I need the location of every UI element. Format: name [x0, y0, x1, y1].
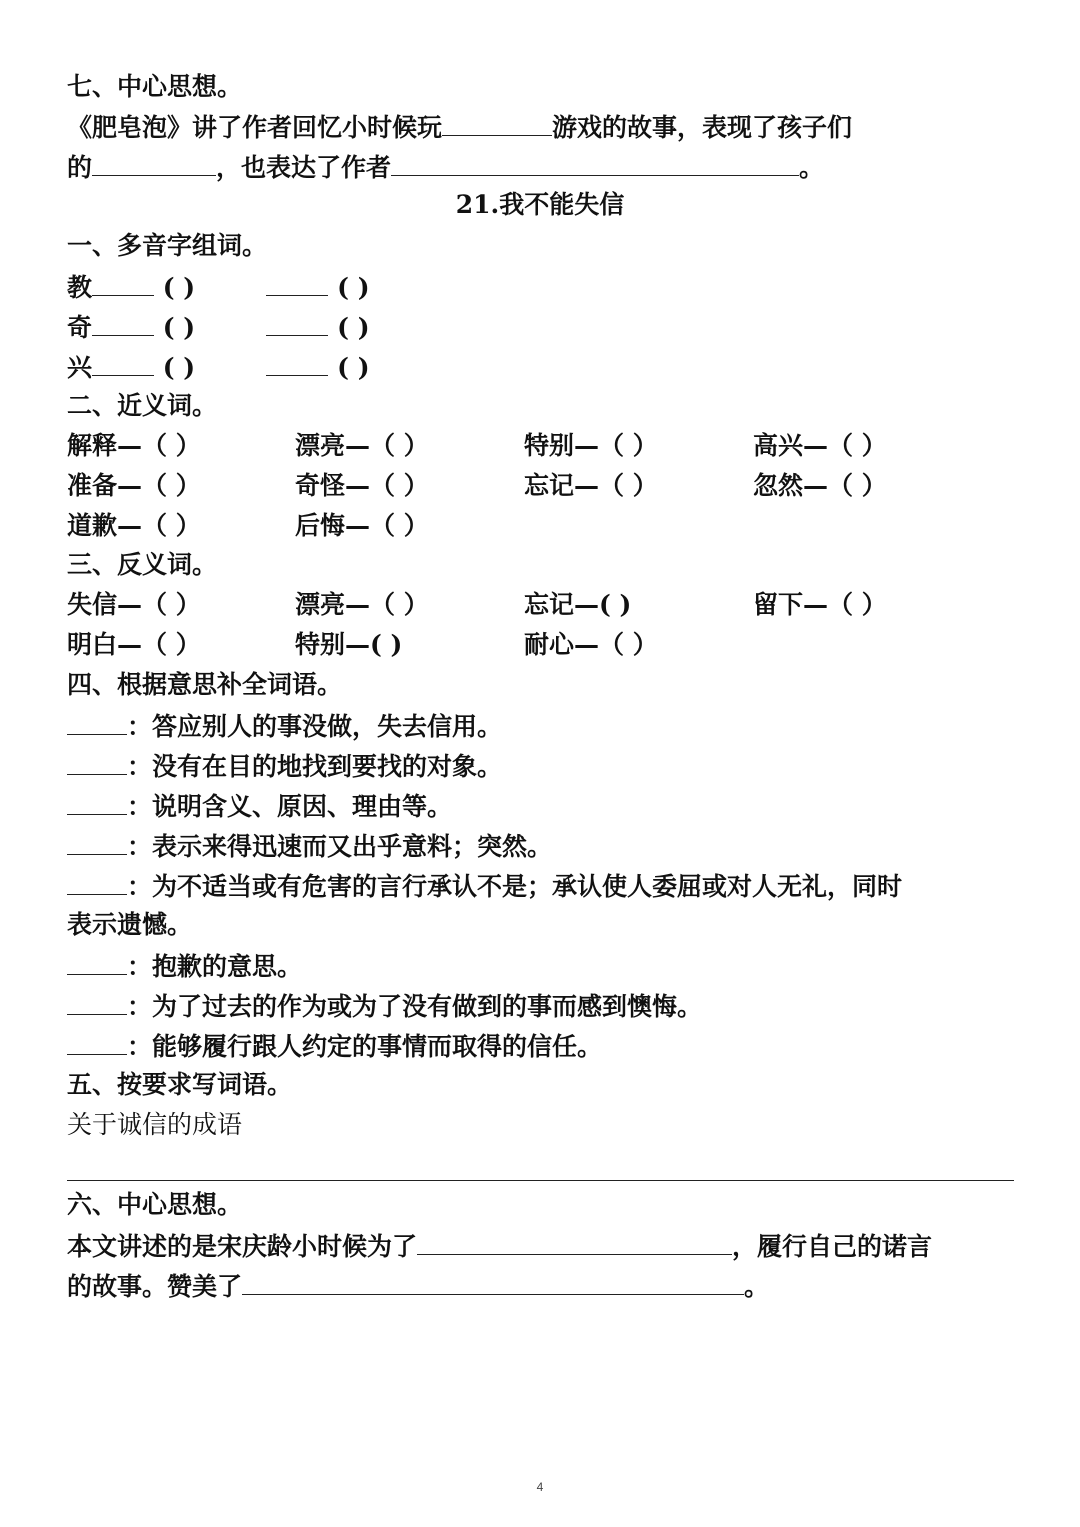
- fill-blank[interactable]: [266, 351, 328, 376]
- fill-blank[interactable]: [67, 870, 127, 895]
- synonym-item[interactable]: 忘记—（ ）: [524, 471, 658, 500]
- definition-item: [67, 830, 552, 862]
- fill-blank[interactable]: [266, 311, 328, 336]
- paren-blank[interactable]: ( ): [162, 273, 196, 302]
- s6-line-1-text-b: ，履行自己的诺言: [732, 1232, 933, 1261]
- definition-item: [67, 750, 502, 782]
- s6-line-1: [67, 1230, 932, 1262]
- antonym-item[interactable]: 特别—( ): [295, 630, 403, 659]
- definition-item: [67, 710, 502, 742]
- s6-line-2: [67, 1270, 769, 1302]
- fill-blank[interactable]: [92, 351, 154, 376]
- synonym-item[interactable]: 奇怪—（ ）: [295, 471, 429, 500]
- s1-heading: 一、多音字组词。: [67, 231, 268, 260]
- s3-heading: 三、反义词。: [67, 550, 218, 579]
- prev-heading: 七、中心思想。: [67, 72, 243, 101]
- definition-text: ：抱歉的意思。: [127, 952, 303, 981]
- synonym-item[interactable]: 道歉—（ ）: [67, 511, 201, 540]
- polyphone-char: 奇: [67, 313, 93, 342]
- paren-blank[interactable]: ( ): [162, 353, 196, 382]
- prev-line-2-text-c: 。: [799, 153, 825, 182]
- s6-line-2-text-a: 的故事。赞美了: [67, 1272, 243, 1301]
- answer-line[interactable]: [67, 1180, 1014, 1181]
- fill-blank[interactable]: [67, 990, 127, 1015]
- page-number: 4: [536, 1480, 544, 1494]
- antonym-item[interactable]: 忘记—( ): [524, 590, 632, 619]
- prev-line-2: [67, 151, 824, 183]
- definition-text: ：答应别人的事没做，失去信用。: [127, 712, 503, 741]
- fill-blank[interactable]: [67, 1030, 127, 1055]
- definition-item: [67, 870, 902, 902]
- paren-blank[interactable]: ( ): [337, 353, 370, 382]
- s6-line-2-text-b: 。: [744, 1272, 770, 1301]
- synonym-item[interactable]: 后悔—（ ）: [295, 511, 429, 540]
- synonym-item[interactable]: 解释—（ ）: [67, 431, 201, 460]
- prev-line-1: [67, 111, 852, 143]
- definition-text: ：为不适当或有危害的言行承认不是；承认使人委屈或对人无礼，同时: [127, 872, 903, 901]
- polyphone-row: [67, 311, 432, 343]
- s4-heading: 四、根据意思补全词语。: [67, 670, 343, 699]
- definition-item: [67, 990, 702, 1022]
- fill-blank[interactable]: [67, 790, 127, 815]
- antonym-item[interactable]: 漂亮—（ ）: [295, 590, 429, 619]
- prev-line-2-text-b: ，也表达了作者: [216, 153, 392, 182]
- antonym-item[interactable]: 明白—（ ）: [67, 630, 201, 659]
- definition-continuation: 表示遗憾。: [67, 910, 193, 939]
- s2-heading: 二、近义词。: [67, 391, 218, 420]
- definition-item: [67, 950, 302, 982]
- definition-text: ：说明含义、原因、理由等。: [127, 792, 453, 821]
- fill-blank[interactable]: [67, 950, 127, 975]
- synonym-item[interactable]: 忽然—（ ）: [753, 471, 887, 500]
- antonym-item[interactable]: 耐心—（ ）: [524, 630, 658, 659]
- fill-blank[interactable]: [92, 311, 154, 336]
- paren-blank[interactable]: ( ): [162, 313, 196, 342]
- fill-blank[interactable]: [242, 1270, 744, 1295]
- fill-blank[interactable]: [417, 1230, 732, 1255]
- polyphone-row: [67, 271, 432, 303]
- synonym-item[interactable]: 特别—（ ）: [524, 431, 658, 460]
- fill-blank[interactable]: [442, 111, 552, 136]
- paren-blank[interactable]: ( ): [337, 273, 370, 302]
- polyphone-char: 兴: [67, 353, 93, 382]
- lesson-title: 21.我不能失信: [455, 190, 625, 219]
- definition-item: [67, 1030, 602, 1062]
- fill-blank[interactable]: [391, 151, 799, 176]
- synonym-item[interactable]: 漂亮—（ ）: [295, 431, 429, 460]
- antonym-item[interactable]: 留下—（ ）: [753, 590, 887, 619]
- synonym-item[interactable]: 准备—（ ）: [67, 471, 201, 500]
- prev-line-2-text-a: 的: [67, 153, 93, 182]
- polyphone-row: [67, 351, 432, 383]
- fill-blank[interactable]: [92, 271, 154, 296]
- antonym-item[interactable]: 失信—（ ）: [67, 590, 201, 619]
- definition-text: ：能够履行跟人约定的事情而取得的信任。: [127, 1032, 603, 1061]
- s6-line-1-text-a: 本文讲述的是宋庆龄小时候为了: [67, 1232, 418, 1261]
- fill-blank[interactable]: [92, 151, 216, 176]
- prev-line-1-text-b: 游戏的故事，表现了孩子们: [552, 113, 853, 142]
- definition-text: ：为了过去的作为或为了没有做到的事而感到懊悔。: [127, 992, 703, 1021]
- definition-text: ：表示来得迅速而又出乎意料；突然。: [127, 832, 553, 861]
- fill-blank[interactable]: [67, 710, 127, 735]
- synonym-item[interactable]: 高兴—（ ）: [753, 431, 887, 460]
- fill-blank[interactable]: [67, 750, 127, 775]
- fill-blank[interactable]: [67, 830, 127, 855]
- prev-line-1-text-a: 《肥皂泡》讲了作者回忆小时候玩: [67, 113, 443, 142]
- definition-item: [67, 790, 452, 822]
- definition-text: ：没有在目的地找到要找的对象。: [127, 752, 503, 781]
- s5-heading: 五、按要求写词语。: [67, 1070, 293, 1099]
- s5-subheading: 关于诚信的成语: [67, 1110, 243, 1139]
- polyphone-char: 教: [67, 273, 93, 302]
- s6-heading: 六、中心思想。: [67, 1190, 243, 1219]
- paren-blank[interactable]: ( ): [337, 313, 370, 342]
- fill-blank[interactable]: [266, 271, 328, 296]
